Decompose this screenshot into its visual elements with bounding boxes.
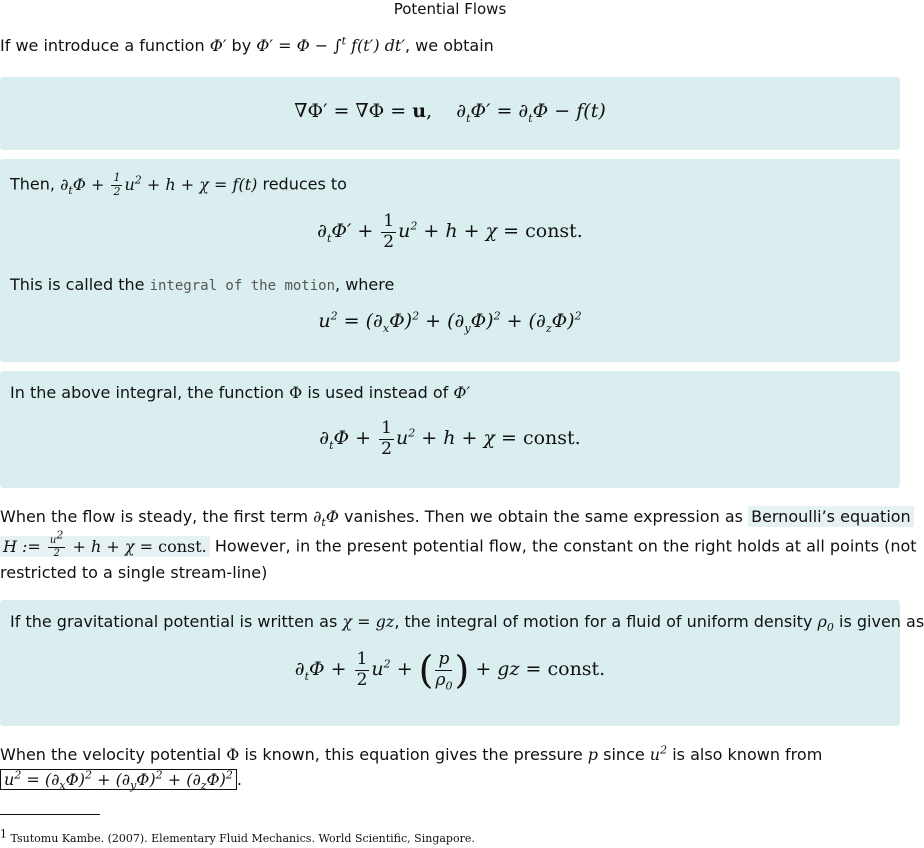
intro-line xyxy=(0,36,494,55)
math-phi-prime-definition: Φ′ = Φ − ∫$^t$ f(t′) dt′ xyxy=(256,34,405,55)
phi-text-prefix: In the above integral, the function xyxy=(10,383,284,402)
math-bernoulli-h[interactable]: H := $\frac{u^2}{2}$ + h + χ = const. xyxy=(0,536,210,557)
bernoulli-equation-reference[interactable]: Bernoulli’s equation xyxy=(748,506,914,527)
math-bernoulli-unsteady: $\partial_t\Phi$ + $\frac{1}{2}$ $u^2 + h + \chi = f(t)$ xyxy=(60,171,258,198)
math-p: p xyxy=(587,745,599,764)
closing-mid2: since xyxy=(603,745,645,764)
math-phi-2: Φ xyxy=(226,745,240,764)
math-phi-prime: Φ′ xyxy=(209,36,227,55)
steady-line2-suffix: However, in the present potential flow, the constant on the right holds at all points (not xyxy=(214,536,917,556)
steady-line-3: restricted to a single stream-line) xyxy=(0,563,268,582)
boxed-u-squared-equation: $u^2 = (\partial_x\Phi)^2 + (\partial_y\Phi)^2 + (\partial_z\Phi)^2$ xyxy=(0,769,237,790)
closing-line xyxy=(0,745,822,764)
called-suffix: , where xyxy=(335,275,395,294)
math-u-squared: $u^2$ xyxy=(649,743,668,764)
phi-text-mid: is used instead of xyxy=(307,383,449,402)
steady-line-2 xyxy=(0,528,917,559)
closing-mid1: is known, this equation gives the pressure xyxy=(244,745,583,764)
math-phi: Φ xyxy=(289,383,303,402)
gravity-mid: , the integral of motion for a fluid of uniform density xyxy=(394,612,813,631)
gravity-suffix: is given as xyxy=(839,612,924,631)
equation-integral-motion: $\partial_t\Phi'$ + $\frac{1}{2}$ $u^2 + h + \chi$ = const. xyxy=(317,211,583,252)
math-phi-prime-2: Φ′ xyxy=(453,383,471,402)
page-title: Potential Flows xyxy=(393,0,507,18)
math-dt-phi: $\partial_t\Phi$ xyxy=(313,507,339,530)
footnote xyxy=(0,827,475,845)
then-prefix: Then, xyxy=(10,174,55,194)
closing-prefix: When the velocity potential xyxy=(0,745,222,764)
gravity-line xyxy=(10,612,924,635)
footnote-mark: 1 xyxy=(0,827,7,841)
steady-prefix: When the flow is steady, the first term xyxy=(0,507,309,526)
called-line xyxy=(10,275,394,294)
intro-suffix: , we obtain xyxy=(405,36,494,55)
intro-prefix: If we introduce a function xyxy=(0,36,205,55)
equation-gradient: ∇Φ′ = ∇Φ = u, $\partial_t\Phi' = \partial_t\Phi - f(t)$ xyxy=(294,100,606,125)
phi-instead-line xyxy=(10,383,470,402)
intro-by: by xyxy=(231,36,252,55)
equation-u-squared: $u^2 = (\partial_x\Phi)^2 + (\partial_y\Phi)^2 + (\partial_z\Phi)^2$ xyxy=(318,309,582,335)
integral-motion-code: integral of the motion xyxy=(149,278,336,294)
math-rho0: $\rho_0$ xyxy=(817,612,834,635)
footnote-text: Tsutomu Kambe. (2007). Elementary Fluid Mechanics. World Scientific, Singapore. xyxy=(10,832,475,845)
gravity-prefix: If the gravitational potential is written as xyxy=(10,612,338,631)
closing-equation-line: $u^2 = (\partial_x\Phi)^2 + (\partial_y\Phi)^2 + (\partial_z\Phi)^2$ . xyxy=(0,770,242,789)
steady-mid: vanishes. Then we obtain the same expression as xyxy=(344,507,743,526)
equation-pressure: $\partial_t\Phi$ + $\frac{1}{2}$ $u^2$ + ( $\frac{p}{\rho_0}$ ) + gz = const. xyxy=(294,648,606,692)
steady-line-1 xyxy=(0,507,914,530)
then-line xyxy=(10,172,347,198)
called-prefix: This is called the xyxy=(10,275,145,294)
math-chi-gz: χ = gz xyxy=(342,612,395,631)
footnote-rule xyxy=(0,814,100,815)
equation-integral-phi: $\partial_t\Phi$ + $\frac{1}{2}$ $u^2 + h + \chi$ = const. xyxy=(319,418,581,459)
then-suffix: reduces to xyxy=(262,174,347,194)
closing-suffix: is also known from xyxy=(672,745,823,764)
